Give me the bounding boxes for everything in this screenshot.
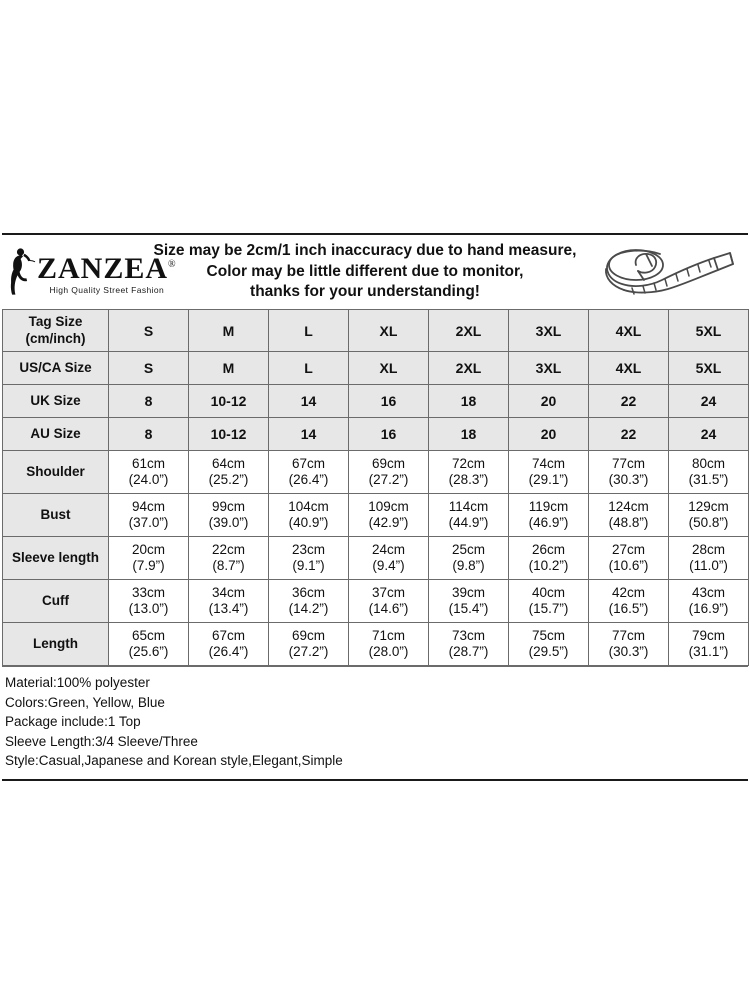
cell-length-0: 65cm (25.6”) [109, 623, 189, 666]
cell-us-ca-5: 3XL [509, 352, 589, 385]
table-row-au-size [3, 418, 749, 451]
disclaimer-line-3: thanks for your understanding! [250, 283, 480, 301]
note-material: Material:100% polyester [5, 675, 150, 690]
size-chart-block [2, 233, 748, 781]
cell-uk-1: 10-12 [189, 385, 269, 418]
row-label-length: Length [3, 623, 109, 666]
row-label-au-size: AU Size [3, 418, 109, 451]
row-label-cuff: Cuff [3, 580, 109, 623]
row-label-tag-size [3, 310, 109, 352]
disclaimer-line-1: Size may be 2cm/1 inch inaccuracy due to hand measure, [153, 241, 577, 259]
row-label-shoulder: Shoulder [3, 451, 109, 494]
cell-cuff-5: 40cm (15.7”) [509, 580, 589, 623]
cell-length-2: 69cm (27.2”) [269, 623, 349, 666]
cell-sleeve-4: 25cm (9.8”) [429, 537, 509, 580]
cell-au-0: 8 [109, 418, 189, 451]
cell-uk-4: 18 [429, 385, 509, 418]
chart-header [2, 235, 748, 309]
cell-sleeve-3: 24cm (9.4”) [349, 537, 429, 580]
cell-cuff-7: 43cm (16.9”) [669, 580, 749, 623]
cell-bust-7: 129cm (50.8”) [669, 494, 749, 537]
cell-uk-2: 14 [269, 385, 349, 418]
cell-uk-7: 24 [669, 385, 749, 418]
cell-au-6: 22 [589, 418, 669, 451]
cell-bust-0: 94cm (37.0”) [109, 494, 189, 537]
cell-au-5: 20 [509, 418, 589, 451]
table-row-bust [3, 494, 749, 537]
row-label-bust: Bust [3, 494, 109, 537]
table-row-shoulder [3, 451, 749, 494]
note-colors: Colors:Green, Yellow, Blue [5, 694, 165, 710]
cell-length-7: 79cm (31.1”) [669, 623, 749, 666]
cell-bust-5: 119cm (46.9”) [509, 494, 589, 537]
cell-cuff-2: 36cm (14.2”) [269, 580, 349, 623]
note-package-include: Package include:1 Top [5, 714, 141, 730]
brand-name [37, 254, 177, 284]
row-label-us-ca-size: US/CA Size [3, 352, 109, 385]
cell-bust-6: 124cm (48.8”) [589, 494, 669, 537]
cell-sleeve-0: 20cm (7.9”) [109, 537, 189, 580]
table-row-tag-size [3, 310, 749, 352]
cell-tag-size-l: L [269, 310, 349, 352]
table-row-uk-size [3, 385, 749, 418]
cell-bust-3: 109cm (42.9”) [349, 494, 429, 537]
cell-us-ca-1: M [189, 352, 269, 385]
cell-cuff-6: 42cm (16.5”) [589, 580, 669, 623]
cell-us-ca-7: 5XL [669, 352, 749, 385]
cell-uk-5: 20 [509, 385, 589, 418]
note-sleeve-length: Sleeve Length:3/4 Sleeve/Three [5, 733, 198, 749]
cell-sleeve-5: 26cm (10.2”) [509, 537, 589, 580]
brand-text [37, 254, 177, 295]
cell-tag-size-xl: XL [349, 310, 429, 352]
cell-length-1: 67cm (26.4”) [189, 623, 269, 666]
cell-us-ca-0: S [109, 352, 189, 385]
cell-cuff-0: 33cm (13.0”) [109, 580, 189, 623]
cell-tag-size-m: M [189, 310, 269, 352]
cell-bust-4: 114cm (44.9”) [429, 494, 509, 537]
cell-length-5: 75cm (29.5”) [509, 623, 589, 666]
cell-us-ca-6: 4XL [589, 352, 669, 385]
cell-shoulder-0: 61cm (24.0”) [109, 451, 189, 494]
cell-bust-1: 99cm (39.0”) [189, 494, 269, 537]
brand-logo [2, 246, 177, 298]
cell-us-ca-4: 2XL [429, 352, 509, 385]
cell-shoulder-2: 67cm (26.4”) [269, 451, 349, 494]
cell-tag-size-s: S [109, 310, 189, 352]
cell-bust-2: 104cm (40.9”) [269, 494, 349, 537]
product-details-notes [2, 666, 748, 779]
note-style: Style:Casual,Japanese and Korean style,Elegant,Simple [5, 753, 343, 769]
row-label-sleeve-length: Sleeve length [3, 537, 109, 580]
cell-us-ca-3: XL [349, 352, 429, 385]
disclaimer-text [152, 241, 598, 304]
row-label-tag-size-unit: (cm/inch) [25, 330, 86, 346]
table-row-cuff [3, 580, 749, 623]
cell-uk-0: 8 [109, 385, 189, 418]
cell-uk-6: 22 [589, 385, 669, 418]
cell-shoulder-1: 64cm (25.2”) [189, 451, 269, 494]
cell-length-4: 73cm (28.7”) [429, 623, 509, 666]
cell-sleeve-1: 22cm (8.7”) [189, 537, 269, 580]
cell-au-2: 14 [269, 418, 349, 451]
cell-tag-size-3xl: 3XL [509, 310, 589, 352]
cell-cuff-1: 34cm (13.4”) [189, 580, 269, 623]
brand-name-text: ZANZEA [37, 252, 169, 285]
table-row-sleeve-length [3, 537, 749, 580]
cell-sleeve-7: 28cm (11.0”) [669, 537, 749, 580]
cell-au-3: 16 [349, 418, 429, 451]
cell-sleeve-2: 23cm (9.1”) [269, 537, 349, 580]
cell-shoulder-3: 69cm (27.2”) [349, 451, 429, 494]
cell-shoulder-6: 77cm (30.3”) [589, 451, 669, 494]
size-chart-table [2, 309, 749, 666]
brand-tagline: High Quality Street Fashion [49, 285, 165, 295]
cell-cuff-3: 37cm (14.6”) [349, 580, 429, 623]
measuring-tape-icon [598, 244, 748, 300]
cell-tag-size-2xl: 2XL [429, 310, 509, 352]
cell-length-3: 71cm (28.0”) [349, 623, 429, 666]
cell-sleeve-6: 27cm (10.6”) [589, 537, 669, 580]
table-row-us-ca-size [3, 352, 749, 385]
row-label-tag-size-main: Tag Size [28, 314, 83, 330]
cell-tag-size-4xl: 4XL [589, 310, 669, 352]
cell-au-4: 18 [429, 418, 509, 451]
cell-us-ca-2: L [269, 352, 349, 385]
cell-au-7: 24 [669, 418, 749, 451]
cell-tag-size-5xl: 5XL [669, 310, 749, 352]
cell-length-6: 77cm (30.3”) [589, 623, 669, 666]
registered-mark: ® [168, 259, 177, 270]
row-label-uk-size: UK Size [3, 385, 109, 418]
disclaimer-line-2: Color may be little different due to monitor, [206, 262, 524, 280]
cell-shoulder-4: 72cm (28.3”) [429, 451, 509, 494]
cell-au-1: 10-12 [189, 418, 269, 451]
table-row-length [3, 623, 749, 666]
cell-cuff-4: 39cm (15.4”) [429, 580, 509, 623]
cell-shoulder-5: 74cm (29.1”) [509, 451, 589, 494]
cell-uk-3: 16 [349, 385, 429, 418]
cell-shoulder-7: 80cm (31.5”) [669, 451, 749, 494]
woman-silhouette-icon [6, 246, 36, 298]
